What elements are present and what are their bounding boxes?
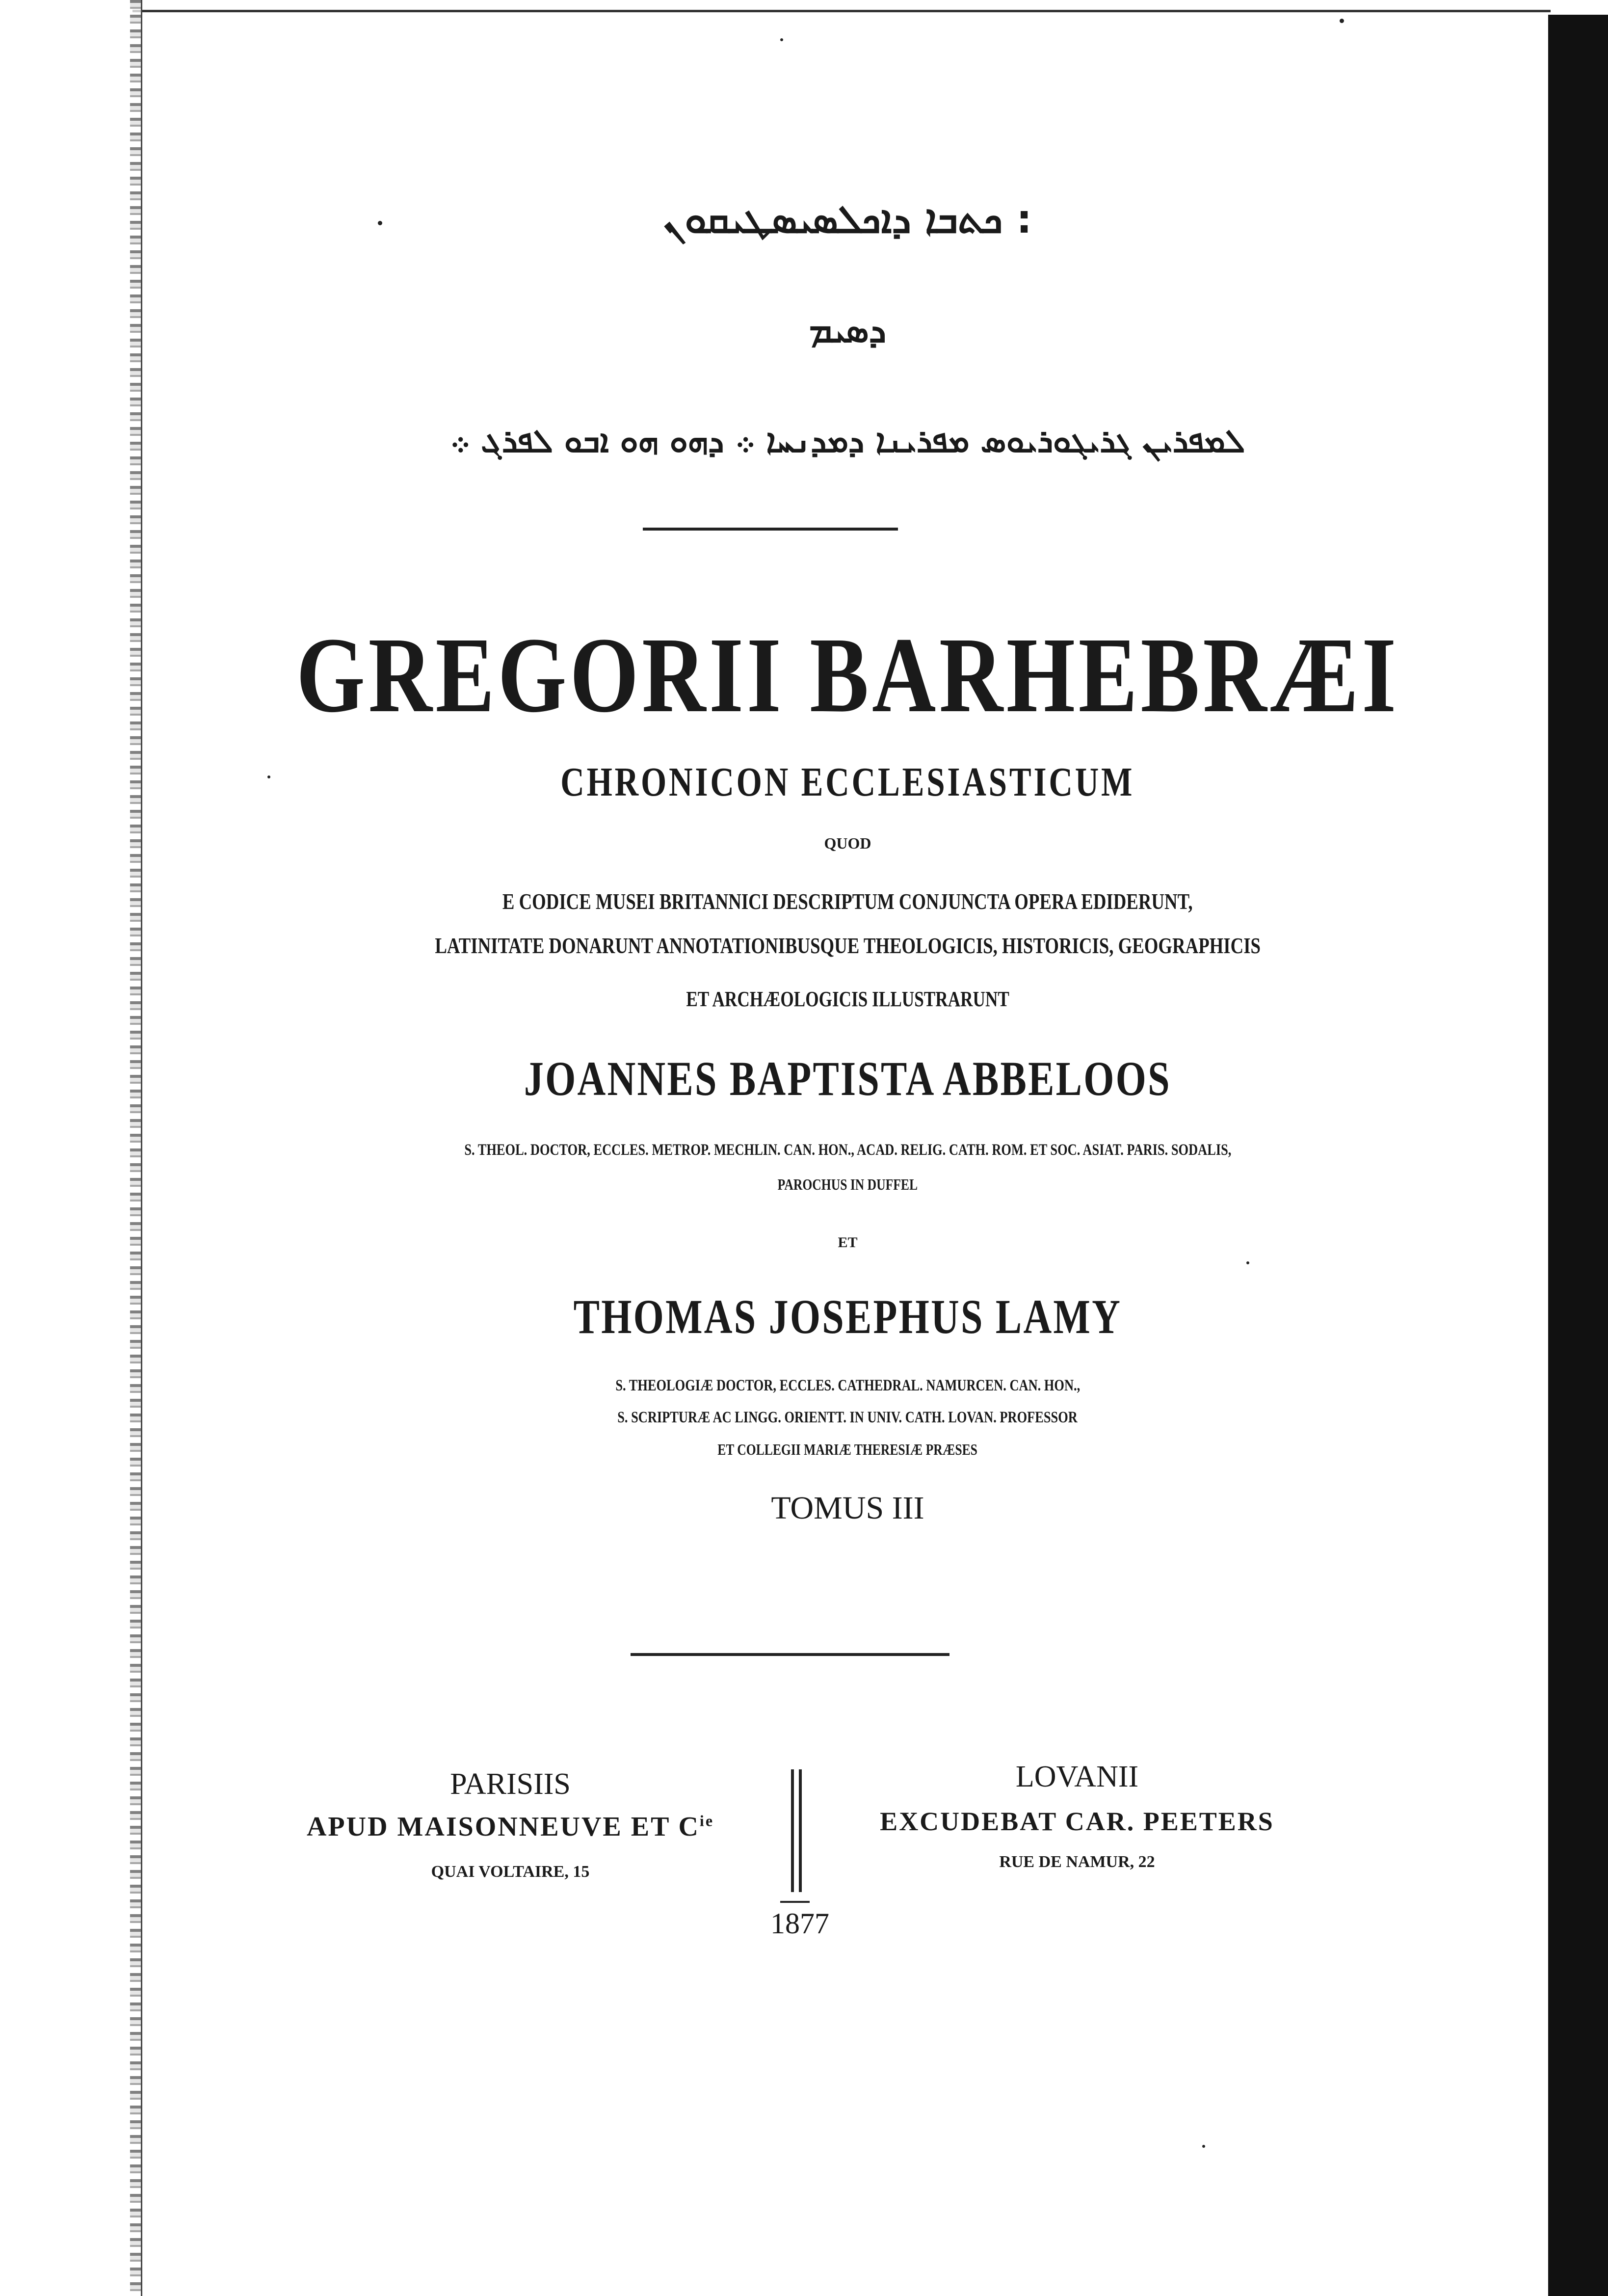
imprint-right-publisher: EXCUDEBAT CAR. PEETERS [880, 1807, 1274, 1836]
imprint-right-address: RUE DE NAMUR, 22 [999, 1853, 1155, 1871]
syriac-title-line-3: ܠܡܦܪܝܢ ܓܪܝܓܘܪܝܘܣ ܡܦܪܝܢܐ ܕܡܕܢܚܐ ܀ ܕܗܘ ܗܘ ܐܒܘ ܠܦܪܓ ܀ [450, 422, 1245, 460]
top-edge-rule [132, 10, 1551, 12]
imprint-left-city: PARISIIS [450, 1767, 571, 1801]
speck [1340, 19, 1344, 23]
imprint-right-city: LOVANII [1015, 1760, 1139, 1793]
editor1-credentials-2-wrap [147, 1175, 1548, 1194]
editor1-credentials-2: PAROCHUS IN DUFFEL [777, 1175, 918, 1193]
imprint-separator-right [799, 1769, 802, 1892]
description-line-1-wrap [147, 888, 1548, 914]
author-title: GREGORII BARHEBRÆI [296, 615, 1399, 735]
description-line-3: ET ARCHÆOLOGICIS ILLUSTRARUNT [686, 987, 1009, 1011]
description-line-1: E CODICE MUSEI BRITANNICI DESCRIPTUM CONJUNCTA OPERA EDIDERUNT, [502, 889, 1193, 914]
tomus-label: TOMUS III [771, 1490, 924, 1526]
imprint-left-publisher-sup: ie [699, 1812, 714, 1830]
editor2-credentials-1: S. THEOLOGIÆ DOCTOR, ECCLES. CATHEDRAL. NAMURCEN. CAN. HON., [615, 1377, 1080, 1394]
et-word: ET [838, 1234, 858, 1251]
description-line-2: LATINITATE DONARUNT ANNOTATIONIBUSQUE THEOLOGICIS, HISTORICIS, GEOGRAPHICIS [435, 933, 1261, 958]
imprint-year: 1877 [770, 1907, 829, 1940]
imprint-separator-left [791, 1769, 794, 1892]
imprint-left-publisher-text: APUD MAISONNEUVE ET C [306, 1812, 700, 1842]
editor1-credentials-1: S. THEOL. DOCTOR, ECCLES. METROP. MECHLIN. CAN. HON., ACAD. RELIG. CATH. ROM. ET SOC. ASIAT. PARIS. SODALIS, [464, 1141, 1232, 1159]
editor1-name: JOANNES BAPTISTA ABBELOOS [524, 1051, 1171, 1106]
editor1-name-wrap [147, 1050, 1548, 1107]
syriac-title-line-2: ܕܣܝܡ [809, 309, 887, 350]
editor2-credentials-2-wrap [147, 1409, 1548, 1427]
work-title-wrap [147, 758, 1548, 806]
scan-left-edge-line [141, 0, 142, 2296]
speck [1202, 2145, 1205, 2148]
imprint-year-rule [780, 1901, 810, 1903]
divider-rule-top [643, 528, 898, 531]
imprint-left-publisher [236, 1811, 785, 1842]
editor2-credentials-2: S. SCRIPTURÆ AC LINGG. ORIENTT. IN UNIV. CATH. LOVAN. PROFESSOR [617, 1409, 1078, 1426]
description-line-2-wrap [147, 933, 1548, 959]
scan-right-border [1548, 15, 1608, 2296]
editor1-credentials-1-wrap [147, 1141, 1548, 1159]
scan-left-edge [130, 0, 141, 2296]
syriac-title-line-1: ܟܬܒܐ ܕܐܟܠܣܝܣܛܝܩܘܢ : [663, 196, 1032, 242]
editor2-credentials-3: ET COLLEGII MARIÆ THERESIÆ PRÆSES [717, 1441, 978, 1458]
editor2-credentials-1-wrap [147, 1377, 1548, 1395]
editor2-name-wrap [147, 1288, 1548, 1345]
imprint-left-address: QUAI VOLTAIRE, 15 [431, 1863, 590, 1881]
speck [780, 38, 783, 41]
work-title: CHRONICON ECCLESIASTICUM [560, 759, 1135, 805]
editor2-name: THOMAS JOSEPHUS LAMY [573, 1289, 1122, 1344]
quod-word: QUOD [824, 834, 871, 852]
speck [1246, 1261, 1249, 1264]
description-line-3-wrap [147, 987, 1548, 1012]
title-block [147, 615, 1548, 735]
editor2-credentials-3-wrap [147, 1441, 1548, 1459]
divider-rule-bottom [631, 1653, 949, 1656]
